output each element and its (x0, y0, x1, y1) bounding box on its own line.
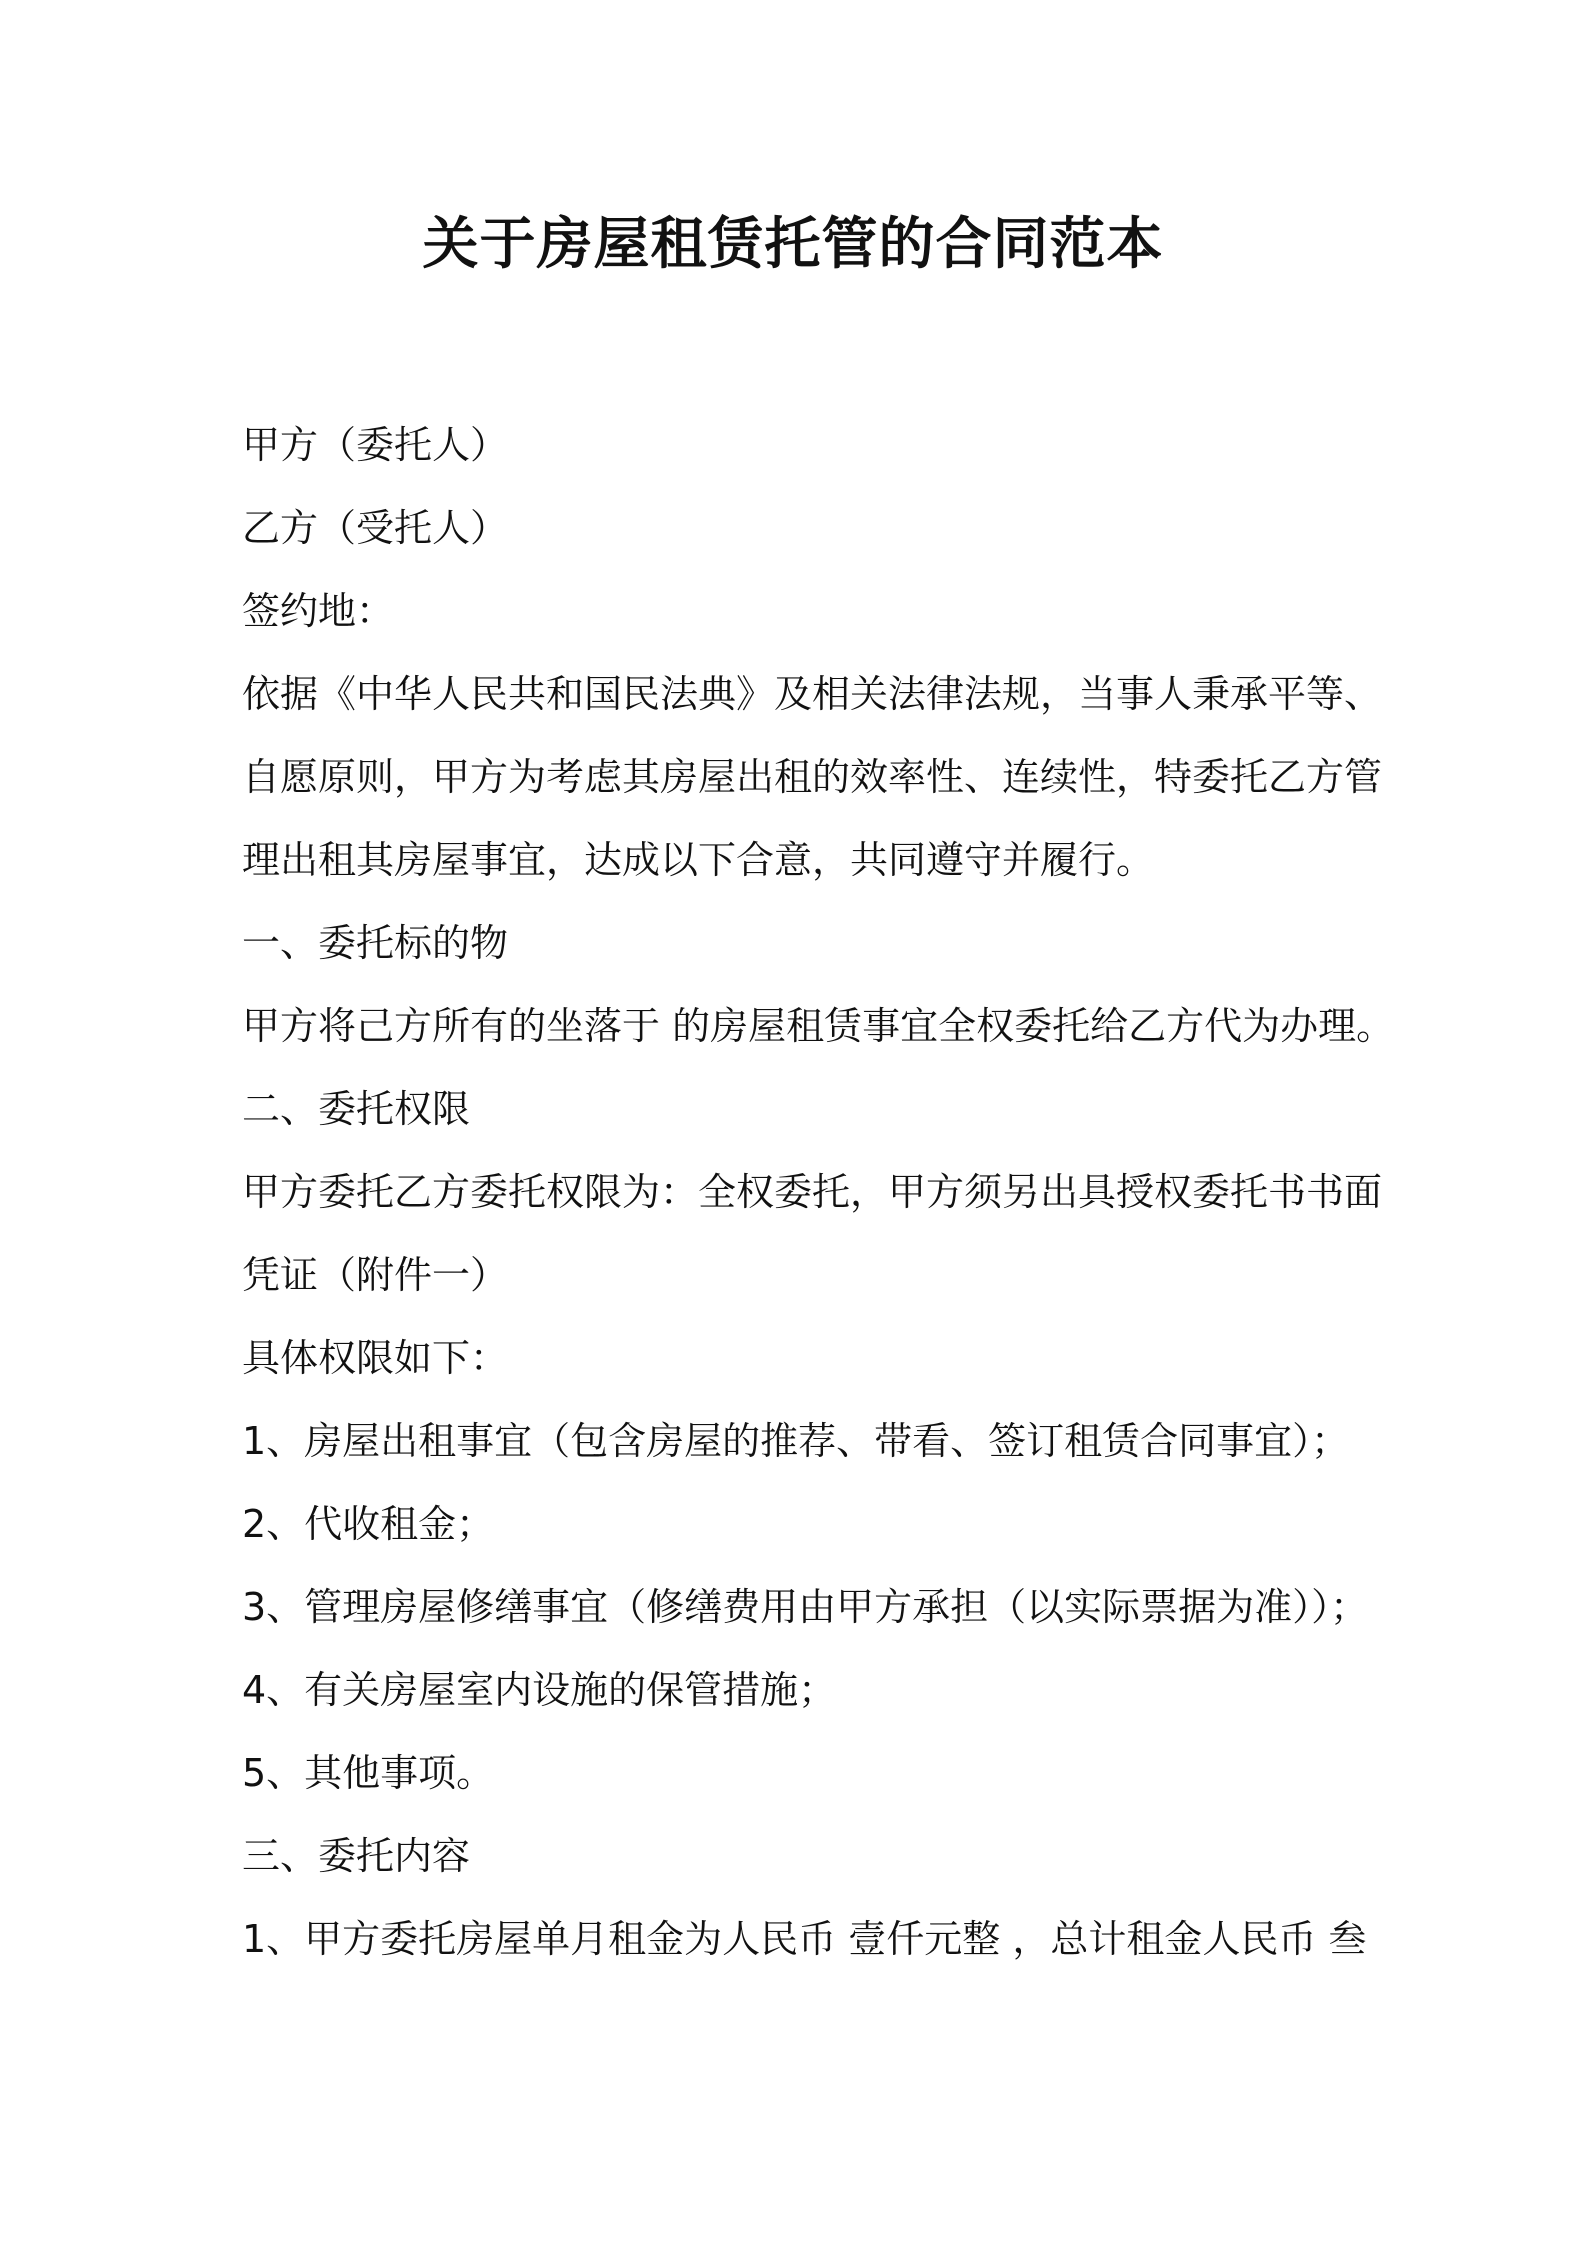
list-item: 1、甲方委托房屋单月租金为人民币 壹仟元整 ，总计租金人民币 叁 (242, 1917, 1367, 1961)
preamble-line: 自愿原则，甲方为考虑其房屋出租的效率性、连续性，特委托乙方管 (242, 755, 1383, 799)
list-item: 3、管理房屋修缮事宜（修缮费用由甲方承担（以实际票据为准））； (242, 1585, 1369, 1629)
list-item: 4、有关房屋室内设施的保管措施； (242, 1668, 837, 1712)
list-item: 1、房屋出租事宜（包含房屋的推荐、带看、签订租赁合同事宜）； (242, 1419, 1350, 1463)
section-text: 甲方委托乙方委托权限为：全权委托，甲方须另出具授权委托书书面 (242, 1170, 1383, 1214)
document-title: 关于房屋租赁托管的合同范本 (422, 212, 1164, 277)
preamble-line: 依据《中华人民共和国民法典》及相关法律法规，当事人秉承平等、 (242, 672, 1383, 716)
section-heading-authority: 二、委托权限 (242, 1087, 471, 1131)
section-text: 凭证（附件一） (242, 1253, 509, 1297)
party-a-line: 甲方（委托人） (242, 423, 509, 467)
list-item: 5、其他事项。 (242, 1751, 495, 1795)
section-text: 甲方将己方所有的坐落于 的房屋租赁事宜全权委托给乙方代为办理。 (242, 1004, 1395, 1048)
signing-place-line: 签约地： (242, 589, 395, 633)
party-b-line: 乙方（受托人） (242, 506, 509, 550)
section-heading-content: 三、委托内容 (242, 1834, 471, 1878)
document-body (242, 404, 1395, 1981)
list-item: 2、代收租金； (242, 1502, 495, 1546)
preamble-line: 理出租其房屋事宜，达成以下合意，共同遵守并履行。 (242, 838, 1155, 882)
section-text: 具体权限如下： (242, 1336, 509, 1380)
section-heading-subject: 一、委托标的物 (242, 921, 509, 965)
